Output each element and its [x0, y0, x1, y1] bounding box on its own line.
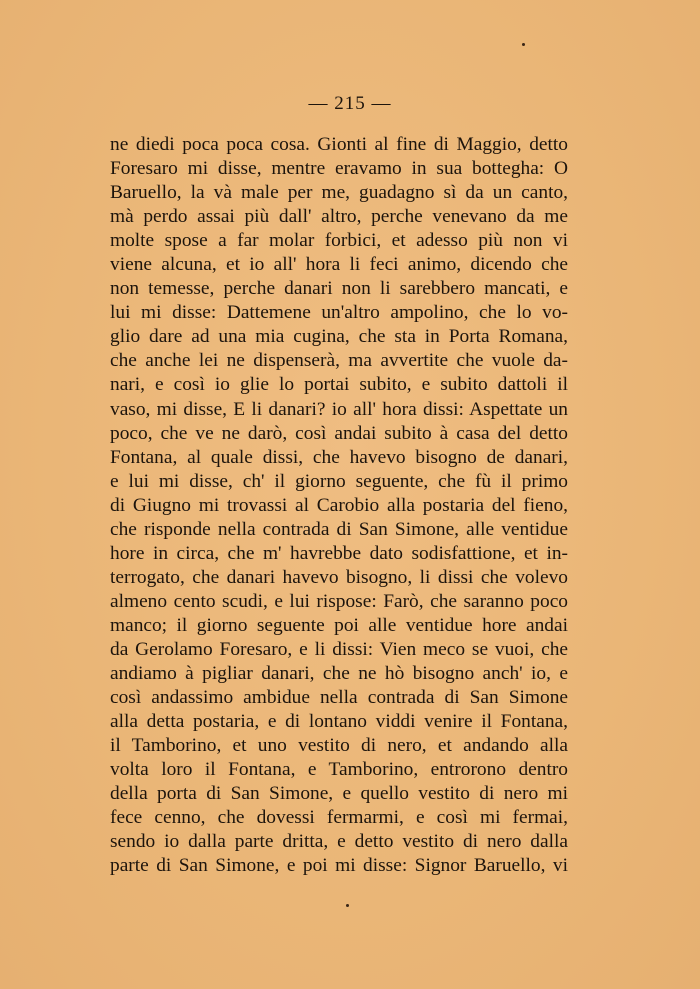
body-text	[110, 133, 568, 878]
text-line: viene alcuna, et io all' hora li feci animo, dicendo che	[110, 254, 568, 276]
text-line: molte spose a far molar forbici, et adesso più non vi	[110, 230, 568, 252]
text-line: non temesse, perche danari non li sarebbero mancati, e	[110, 278, 568, 300]
text-line: fece cenno, che dovessi fermarmi, e così mi fermai,	[110, 807, 568, 829]
ink-speck	[346, 904, 349, 907]
text-line: vaso, mi disse, E li danari? io all' hora dissi: Aspettate un	[110, 398, 568, 420]
ink-speck	[522, 43, 525, 46]
text-line: il Tamborino, et uno vestito di nero, et andando alla	[110, 735, 568, 757]
text-line: almeno cento scudi, e lui rispose: Farò, che saranno poco	[110, 590, 568, 612]
text-line: mà perdo assai più dall' altro, perche venevano da me	[110, 206, 568, 228]
text-line: e lui mi disse, ch' il giorno seguente, che fù il primo	[110, 470, 568, 492]
text-line: manco; il giorno seguente poi alle ventidue hore andai	[110, 614, 568, 636]
text-line: da Gerolamo Foresaro, e li dissi: Vien meco se vuoi, che	[110, 638, 568, 660]
text-line: hore in circa, che m' havrebbe dato sodisfattione, et in-	[110, 542, 568, 564]
text-line: volta loro il Fontana, e Tamborino, entrorono dentro	[110, 759, 568, 781]
text-line: Baruello, la và male per me, guadagno sì da un canto,	[110, 182, 568, 204]
text-line: sendo io dalla parte dritta, e detto vestito di nero dalla	[110, 831, 568, 853]
text-line: Fontana, al quale dissi, che havevo bisogno de danari,	[110, 446, 568, 468]
text-line: terrogato, che danari havevo bisogno, li dissi che volevo	[110, 566, 568, 588]
text-line: parte di San Simone, e poi mi disse: Signor Baruello, vi	[110, 855, 568, 877]
text-line: nari, e così io glie lo portai subito, e subito dattoli il	[110, 374, 568, 396]
text-line: che anche lei ne dispenserà, ma avvertite che vuole da-	[110, 350, 568, 372]
text-line: così andassimo ambidue nella contrada di San Simone	[110, 687, 568, 709]
text-line: Foresaro mi disse, mentre eravamo in sua bottegha: O	[110, 158, 568, 180]
text-line: andiamo à pigliar danari, che ne hò bisogno anch' io, e	[110, 663, 568, 685]
text-line: poco, che ve ne darò, così andai subito à casa del detto	[110, 422, 568, 444]
text-line: della porta di San Simone, e quello vestito di nero mi	[110, 783, 568, 805]
text-line: glio dare ad una mia cugina, che sta in Porta Romana,	[110, 326, 568, 348]
text-line: che risponde nella contrada di San Simone, alle ventidue	[110, 518, 568, 540]
text-line: lui mi disse: Dattemene un'altro ampolino, che lo vo-	[110, 302, 568, 324]
text-line: ne diedi poca poca cosa. Gionti al fine di Maggio, detto	[110, 134, 568, 155]
text-line: di Giugno mi trovassi al Carobio alla postaria del fieno,	[110, 494, 568, 516]
text-line: alla detta postaria, e di lontano viddi venire il Fontana,	[110, 711, 568, 733]
page-number: — 215 —	[308, 93, 392, 114]
